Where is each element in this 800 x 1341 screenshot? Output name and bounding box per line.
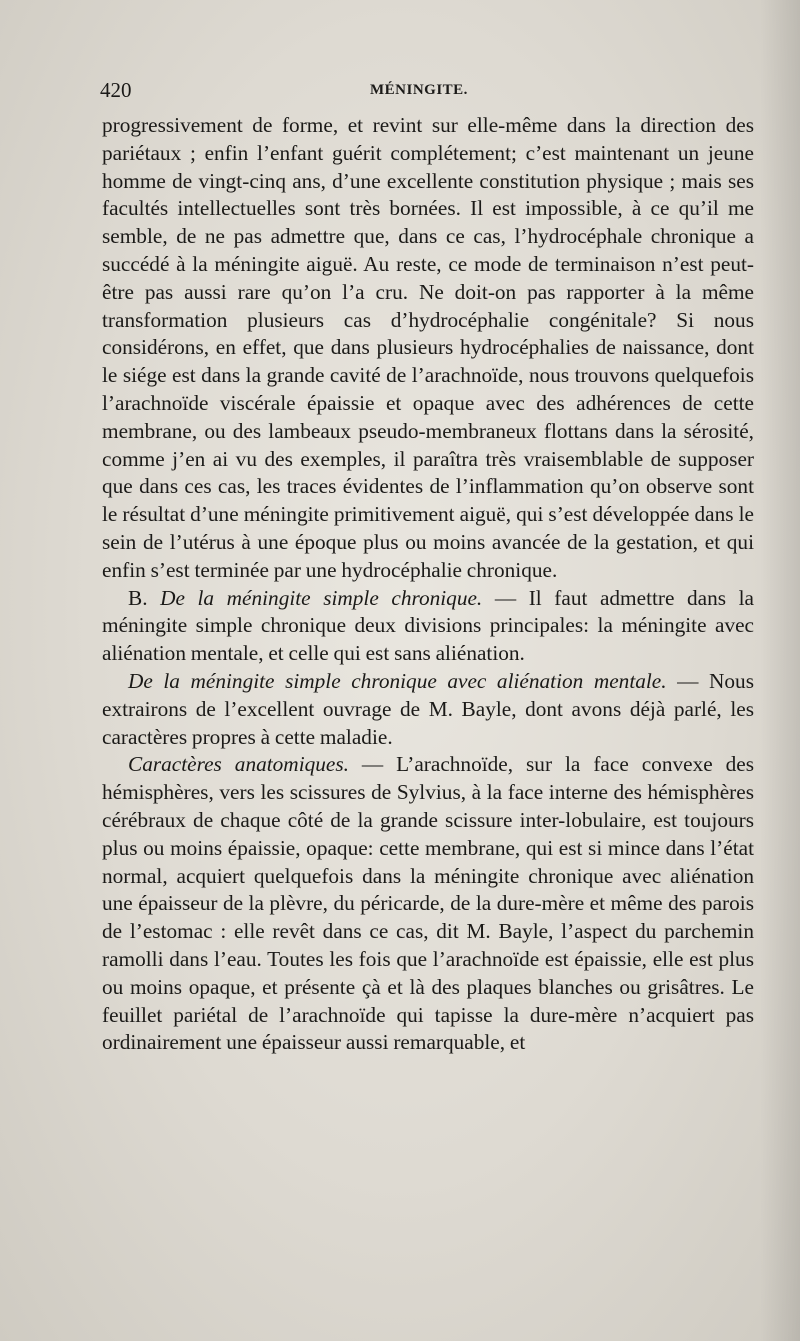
- paragraph-continuation: progressivement de forme, et revint sur elle-même dans la direction des pariétaux ; enfin l’enfant guérit complétement; c’est maintenant un jeune homme de vingt-cinq ans, d’une excellente constitution physique ; mais ses facultés intellectuelles sont très bornées. Il est impossible, à ce qu’il me semble, de ne pas admettre que, dans ce cas, l’hydrocéphale chronique a succédé à la méningite aiguë. Au reste, ce mode de terminaison n’est peut-être pas aussi rare qu’on l’a cru. Ne doit-on pas rapporter à la même transformation plusieurs cas d’hydrocéphalie congénitale? Si nous considérons, en effet, que dans plusieurs hydrocéphalies de naissance, dont le siége est dans la grande cavité de l’arachnoïde, nous trouvons quelquefois l’arachnoïde viscérale épaissie et opaque avec des adhérences de cette membrane, ou des lambeaux pseudo-membraneux flottans dans la sérosité, comme j’en ai vu des exemples, il paraîtra très vraisemblable de supposer que dans ces cas, les traces évidentes de l’inflammation qu’on observe sont le résultat d’une méningite primitivement aiguë, qui s’est développée dans le sein de l’utérus à une époque plus ou moins avancée de la gestation, et qui enfin s’est terminée par une hydrocéphalie chronique.: [102, 113, 754, 582]
- body-text: [102, 112, 754, 1057]
- running-title: MÉNINGITE.: [370, 82, 468, 98]
- paragraph-text: — Nous extrairons de l’excellent ouvrage de M. Bayle, dont avons déjà parlé, les caractères propres à cette maladie.: [102, 668, 754, 749]
- paragraph-subsection: [102, 668, 754, 751]
- running-head: [100, 78, 755, 108]
- page-number: 420: [100, 78, 132, 102]
- subsection-heading: De la méningite simple chronique avec aliénation mentale.: [128, 668, 667, 693]
- paragraph-text: — Il faut admettre dans la méningite simple chronique deux divisions principales: la méningite avec aliénation mentale, et celle qui est sans aliénation.: [102, 585, 755, 666]
- section-heading: De la méningite simple chronique.: [160, 585, 483, 610]
- paragraph-text: — L’arachnoïde, sur la face convexe des hémisphères, vers les scissures de Sylvius, à la face interne des hémisphères cérébraux de chaque côté de la grande scissure inter-lobulaire, est toujours plus ou moins épaissie, opaque: cette membrane, qui est si mince dans l’état normal, acquiert quelquefois dans la méningite chronique avec aliénation une épaisseur de la plèvre, du péricarde, de la dure-mère et même des parois de l’estomac : elle revêt dans ce cas, dit M. Bayle, l’aspect du parchemin ramolli dans l’eau. Toutes les fois que l’arachnoïde est épaissie, elle est plus ou moins opaque, et présente çà et là des plaques blanches ou grisâtres. Le feuillet pariétal de l’arachnoïde qui tapisse la dure-mère n’acquiert pas ordinairement une épaisseur aussi remarquable, et: [102, 752, 755, 1055]
- paragraph-section-b: [102, 585, 754, 668]
- paragraph-anatomical-characters: [102, 751, 754, 1057]
- section-marker: B.: [128, 585, 148, 610]
- subsection-heading: Caractères anatomiques.: [128, 752, 349, 777]
